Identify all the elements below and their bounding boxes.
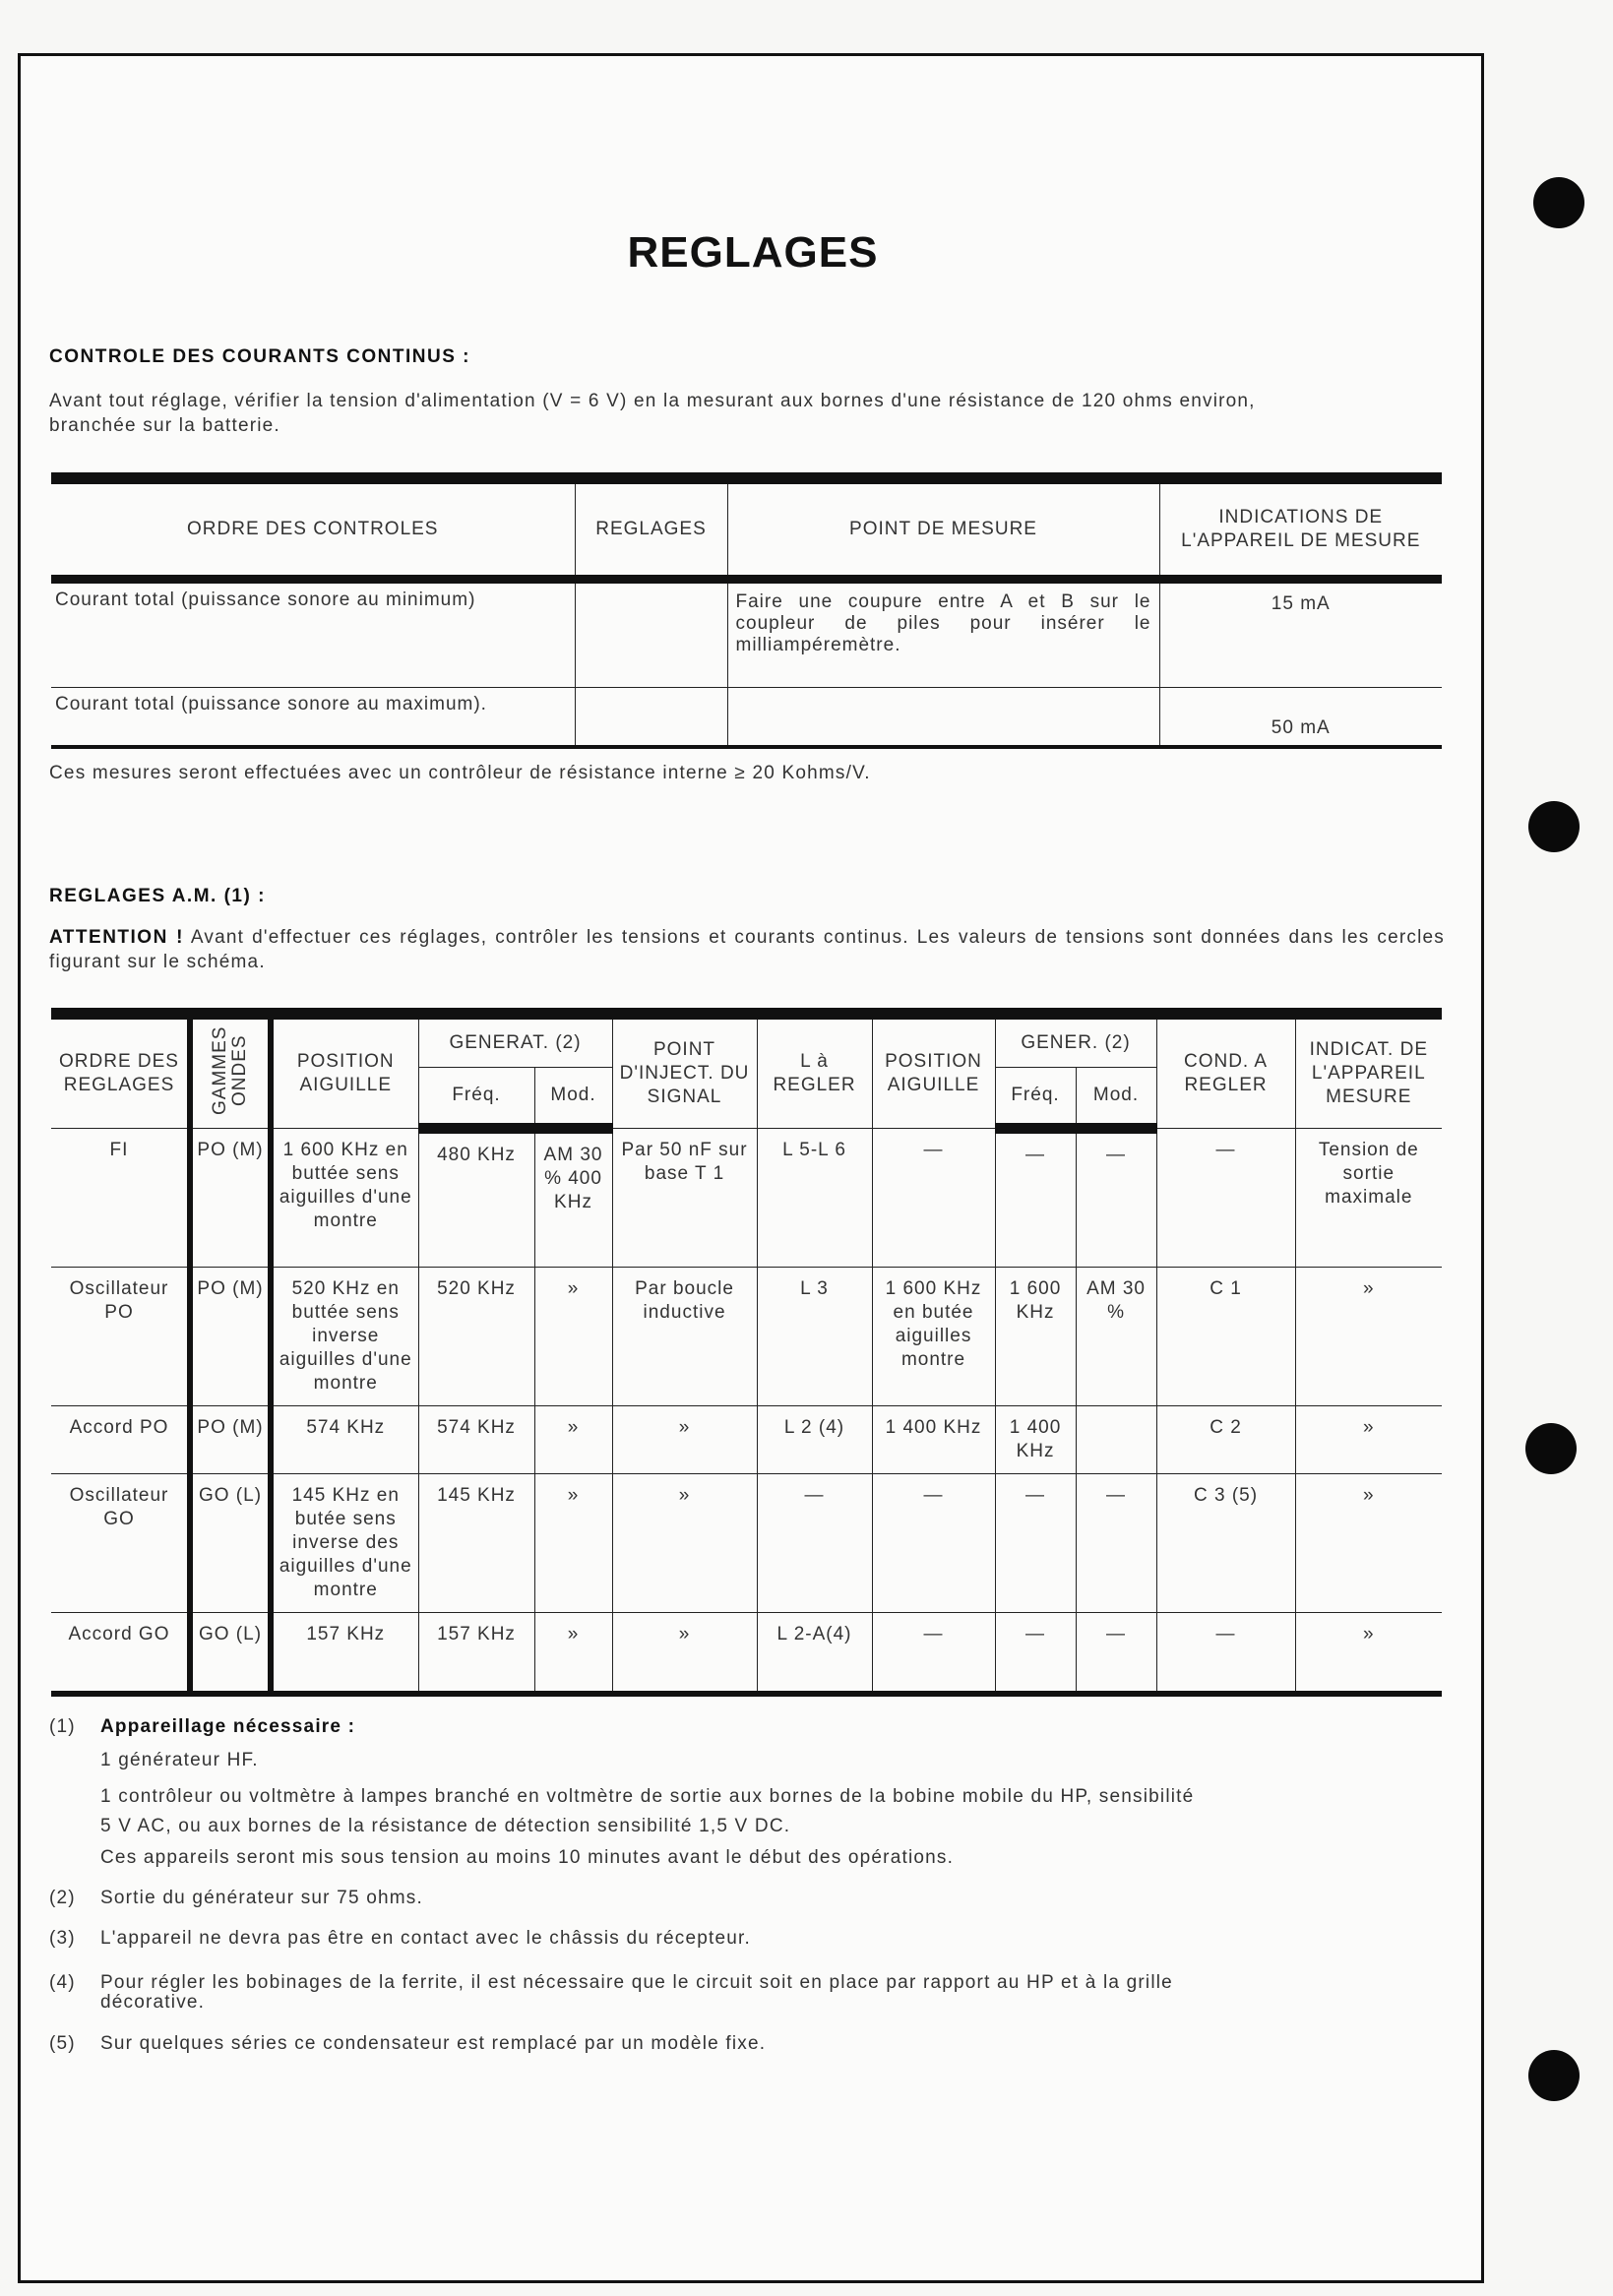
cell-indicat: » [1295,1474,1442,1613]
cell-point: » [612,1474,757,1613]
cell-mod: AM 30 % 400 KHz [534,1129,612,1268]
cell-position2: — [872,1129,995,1268]
cell-ordre: Accord PO [51,1406,190,1474]
cell-ordre: Oscillateur GO [51,1474,190,1613]
table-header-row [51,1014,1442,1068]
page-title: REGLAGES [627,228,879,277]
cell-reglages [575,580,727,688]
cell-position: 157 KHz [271,1613,418,1694]
col-header-gammes [190,1014,271,1129]
cell-point: Par boucle inductive [612,1268,757,1406]
cell-l: L 3 [757,1268,872,1406]
cell-freq: 145 KHz [418,1474,534,1613]
footnote-marker: (5) [49,2033,76,2054]
col-header-position: POSITION AIGUILLE [271,1014,418,1129]
table-row [51,1129,1442,1268]
cell-ordre: Oscillateur PO [51,1268,190,1406]
cell-mod: » [534,1406,612,1474]
cell-position2: 1 600 KHz en butée aiguilles montre [872,1268,995,1406]
section-heading-courants: CONTROLE DES COURANTS CONTINUS : [49,346,470,367]
cell-cond: — [1156,1129,1295,1268]
col-header: ORDRE DES CONTROLES [51,478,575,580]
footnote-marker: (4) [49,1972,76,1993]
cell-point: Faire une coupure entre A et B sur le coupleur de piles pour insérer le milliampéremètre. [727,580,1159,688]
col-header-indicat: INDICAT. DE L'APPAREIL MESURE [1295,1014,1442,1129]
cell-indication: 50 mA [1159,688,1442,747]
cell-mod2 [1076,1406,1156,1474]
col-header: POINT DE MESURE [727,478,1159,580]
cell-l: L 2 (4) [757,1406,872,1474]
col-header: INDICATIONS DE L'APPAREIL DE MESURE [1159,478,1442,580]
cell-freq: 520 KHz [418,1268,534,1406]
attention-label: ATTENTION ! [49,927,184,948]
cell-point: » [612,1613,757,1694]
cell-indicat: » [1295,1268,1442,1406]
col-header: REGLAGES [575,478,727,580]
table-row [51,1474,1442,1613]
cell-freq2: — [995,1474,1076,1613]
cell-ordre: Courant total (puissance sonore au maximum). [51,688,575,747]
col-header-mod: Mod. [1076,1068,1156,1129]
section-heading-am: REGLAGES A.M. (1) : [49,886,266,906]
table-row [51,1406,1442,1474]
footnote-marker: (2) [49,1888,76,1908]
cell-l: — [757,1474,872,1613]
col-header-cond: COND. A REGLER [1156,1014,1295,1129]
footnote-text: Sortie du générateur sur 75 ohms. [100,1888,423,1908]
cell-mod: » [534,1268,612,1406]
cell-point: » [612,1406,757,1474]
cell-ordre: Accord GO [51,1613,190,1694]
cell-cond: — [1156,1613,1295,1694]
cell-position2: — [872,1613,995,1694]
col-header-l-regler: L à REGLER [757,1014,872,1129]
footnote-text: Sur quelques séries ce condensateur est remplacé par un modèle fixe. [100,2033,767,2054]
col-header-gener: GENER. (2) [995,1014,1156,1068]
table-row [51,1268,1442,1406]
cell-freq: 574 KHz [418,1406,534,1474]
cell-gamme: PO (M) [190,1129,271,1268]
attention-text: Avant d'effectuer ces réglages, contrôler les tensions et courants continus. Les valeurs de tensions sont données dans les cercles figurant sur le schéma. [49,927,1445,972]
footnote-line: 1 générateur HF. [100,1750,259,1770]
cell-freq: 157 KHz [418,1613,534,1694]
cell-mod2: — [1076,1474,1156,1613]
cell-cond: C 3 (5) [1156,1474,1295,1613]
cell-indicat: » [1295,1406,1442,1474]
col-header-freq: Fréq. [995,1068,1076,1129]
cell-indicat: Tension de sortie maximale [1295,1129,1442,1268]
cell-cond: C 2 [1156,1406,1295,1474]
footnote-text: Pour régler les bobinages de la ferrite, il est nécessaire que le circuit soit en place par rapport au HP et à la grille [100,1972,1173,1993]
binder-hole-icon [1528,2050,1580,2101]
binder-hole-icon [1533,177,1584,228]
cell-reglages [575,688,727,747]
cell-gamme: GO (L) [190,1474,271,1613]
gammes-label: GAMMES ONDES [210,1025,250,1115]
cell-mod2: — [1076,1129,1156,1268]
footnote-line: Ces appareils seront mis sous tension au moins 10 minutes avant le début des opérations. [100,1847,955,1868]
cell-l: L 2-A(4) [757,1613,872,1694]
col-header-generat: GENERAT. (2) [418,1014,612,1068]
table-row [51,580,1442,688]
measurement-note: Ces mesures seront effectuées avec un contrôleur de résistance interne ≥ 20 Kohms/V. [49,763,871,783]
cell-position: 520 KHz en buttée sens inverse aiguilles d'une montre [271,1268,418,1406]
cell-gamme: GO (L) [190,1613,271,1694]
col-header-mod: Mod. [534,1068,612,1129]
table-row [51,688,1442,747]
cell-gamme: PO (M) [190,1406,271,1474]
cell-ordre: Courant total (puissance sonore au minimum) [51,580,575,688]
cell-l: L 5-L 6 [757,1129,872,1268]
binder-hole-icon [1525,1423,1577,1474]
intro-line: branchée sur la batterie. [49,415,280,436]
cell-position2: 1 400 KHz [872,1406,995,1474]
cell-position: 1 600 KHz en buttée sens aiguilles d'une montre [271,1129,418,1268]
footnote-line: 1 contrôleur ou voltmètre à lampes branché en voltmètre de sortie aux bornes de la bobine mobile du HP, sensibilité [100,1786,1195,1807]
table-header-row [51,478,1442,580]
section-intro [49,389,1447,438]
cell-position2: — [872,1474,995,1613]
cell-position: 145 KHz en butée sens inverse des aiguilles d'une montre [271,1474,418,1613]
cell-freq: 480 KHz [418,1129,534,1268]
courants-table [51,472,1442,749]
footnote-marker: (1) [49,1716,76,1737]
cell-mod2: — [1076,1613,1156,1694]
col-header-point: POINT D'INJECT. DU SIGNAL [612,1014,757,1129]
intro-line: Avant tout réglage, vérifier la tension d'alimentation (V = 6 V) en la mesurant aux bornes d'une résistance de 120 ohms environ, [49,391,1256,411]
reglages-am-table [51,1008,1442,1697]
col-header-ordre: ORDRE DES REGLAGES [51,1014,190,1129]
cell-position: 574 KHz [271,1406,418,1474]
attention-paragraph [49,925,1445,974]
footnote-text: L'appareil ne devra pas être en contact avec le châssis du récepteur. [100,1928,752,1949]
cell-point: Par 50 nF sur base T 1 [612,1129,757,1268]
table-row [51,1613,1442,1694]
cell-mod2: AM 30 % [1076,1268,1156,1406]
col-header-position2: POSITION AIGUILLE [872,1014,995,1129]
col-header-freq: Fréq. [418,1068,534,1129]
cell-cond: C 1 [1156,1268,1295,1406]
footnote-text: décorative. [100,1992,206,2013]
cell-indicat: » [1295,1613,1442,1694]
cell-ordre: FI [51,1129,190,1268]
footnote-line: 5 V AC, ou aux bornes de la résistance de détection sensibilité 1,5 V DC. [100,1816,791,1836]
cell-freq2: — [995,1613,1076,1694]
cell-mod: » [534,1613,612,1694]
cell-freq2: 1 600 KHz [995,1268,1076,1406]
binder-hole-icon [1528,801,1580,852]
cell-indication: 15 mA [1159,580,1442,688]
cell-point [727,688,1159,747]
footnote-title: Appareillage nécessaire : [100,1716,356,1737]
cell-freq2: 1 400 KHz [995,1406,1076,1474]
cell-freq2: — [995,1129,1076,1268]
footnote-marker: (3) [49,1928,76,1949]
cell-mod: » [534,1474,612,1613]
cell-gamme: PO (M) [190,1268,271,1406]
